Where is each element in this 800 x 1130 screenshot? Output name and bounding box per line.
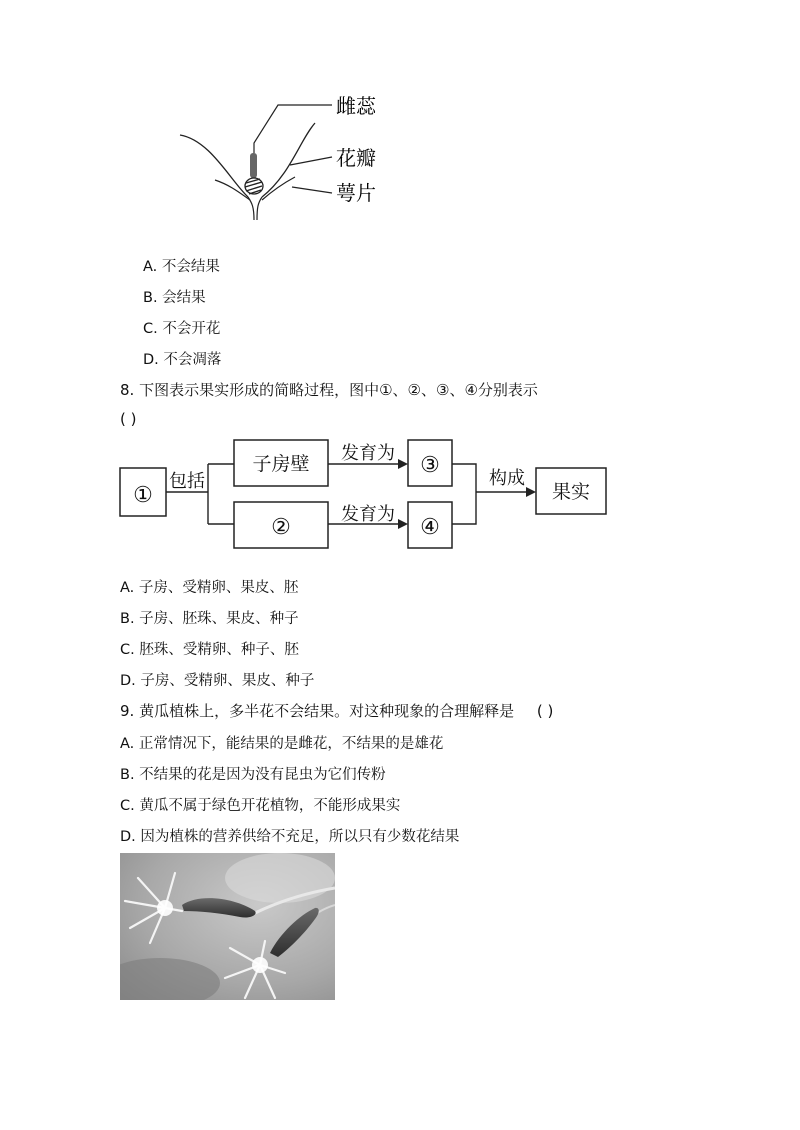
flower-top-left-center — [157, 900, 173, 916]
q9-option-c[interactable] — [120, 794, 400, 815]
box-4-label: ④ — [420, 515, 440, 540]
pistil-style — [250, 153, 257, 178]
flower-bottom-center — [252, 957, 268, 973]
flower-structure-diagram — [170, 85, 410, 230]
q9-option-d[interactable] — [120, 825, 459, 846]
q8-option-d[interactable] — [120, 669, 314, 690]
q9-stem — [120, 700, 553, 721]
ovary-wall-label: 子房壁 — [252, 453, 310, 475]
option-text: 因为植株的营养供给不充足，所以只有少数花结果 — [140, 829, 460, 845]
q7-option-c[interactable] — [143, 317, 220, 338]
pistil-leader-line — [254, 105, 332, 153]
option-text: 正常情况下，能结果的是雌花，不结果的是雄花 — [138, 736, 444, 752]
option-text: 黄瓜不属于绿色开花植物，不能形成果实 — [139, 798, 401, 814]
question-text: 黄瓜植株上，多半花不会结果。对这种现象的合理解释是 — [139, 702, 515, 720]
flower-receptacle — [248, 197, 262, 220]
develop-top-label: 发育为 — [341, 443, 395, 464]
cucumber-flower-photo — [120, 853, 335, 1000]
fruit-label: 果实 — [551, 481, 591, 503]
option-letter: A. — [120, 580, 135, 596]
petal-leader-line — [290, 157, 332, 165]
sepal-leader-line — [292, 187, 332, 193]
q8-answer-paren: ( ) — [120, 410, 137, 428]
q7-option-d[interactable] — [143, 348, 221, 369]
q8-option-b[interactable] — [120, 607, 299, 628]
option-letter: D. — [120, 829, 136, 845]
arrow-bottom-head — [398, 519, 408, 529]
flower-petal-left — [180, 135, 248, 197]
option-text: 胚珠、受精卵、种子、胚 — [139, 642, 299, 658]
flower-sepal-left — [215, 180, 250, 200]
option-text: 不会开花 — [162, 321, 221, 337]
q9-option-a[interactable] — [120, 732, 443, 753]
flower-petal-right — [262, 123, 315, 197]
blur-highlight — [225, 853, 335, 903]
arrow-form-head — [526, 487, 536, 497]
box-3-label: ③ — [420, 453, 440, 478]
q8-stem — [120, 379, 538, 400]
question-text: 下图表示果实形成的简略过程，图中①、②、③、④分别表示 — [139, 381, 538, 399]
form-label: 构成 — [489, 468, 525, 489]
option-letter: C. — [120, 798, 135, 814]
option-letter: A. — [120, 736, 135, 752]
sepal-label: 萼片 — [336, 181, 376, 205]
question-number: 9. — [120, 702, 135, 720]
arrow-top-head — [398, 459, 408, 469]
question-number: 8. — [120, 381, 135, 399]
include-label: 包括 — [169, 471, 205, 492]
option-text: 不会凋落 — [163, 352, 222, 368]
box-2-label: ② — [271, 515, 291, 540]
q7-option-a[interactable] — [143, 255, 220, 276]
option-text: 不会结果 — [161, 259, 220, 275]
fruit-formation-diagram — [110, 432, 620, 552]
option-letter: B. — [120, 767, 135, 783]
option-text: 不结果的花是因为没有昆虫为它们传粉 — [139, 767, 386, 783]
option-letter: B. — [143, 290, 158, 306]
petal-label: 花瓣 — [336, 146, 376, 170]
pistil-label: 雌蕊 — [336, 94, 376, 118]
option-text: 子房、胚珠、果皮、种子 — [139, 611, 299, 627]
option-letter: C. — [120, 642, 135, 658]
q9-option-b[interactable] — [120, 763, 386, 784]
option-letter: D. — [120, 673, 136, 689]
option-text: 会结果 — [162, 290, 206, 306]
option-text: 子房、受精卵、果皮、种子 — [140, 673, 315, 689]
option-letter: C. — [143, 321, 158, 337]
develop-bottom-label: 发育为 — [341, 504, 395, 525]
option-letter: A. — [143, 259, 158, 275]
q8-option-a[interactable] — [120, 576, 298, 597]
option-letter: B. — [120, 611, 135, 627]
box-1-label: ① — [133, 483, 153, 508]
option-letter: D. — [143, 352, 159, 368]
q7-option-b[interactable] — [143, 286, 206, 307]
option-text: 子房、受精卵、果皮、胚 — [138, 580, 299, 596]
question-answer-paren: ( ) — [536, 702, 554, 720]
q8-option-c[interactable] — [120, 638, 299, 659]
